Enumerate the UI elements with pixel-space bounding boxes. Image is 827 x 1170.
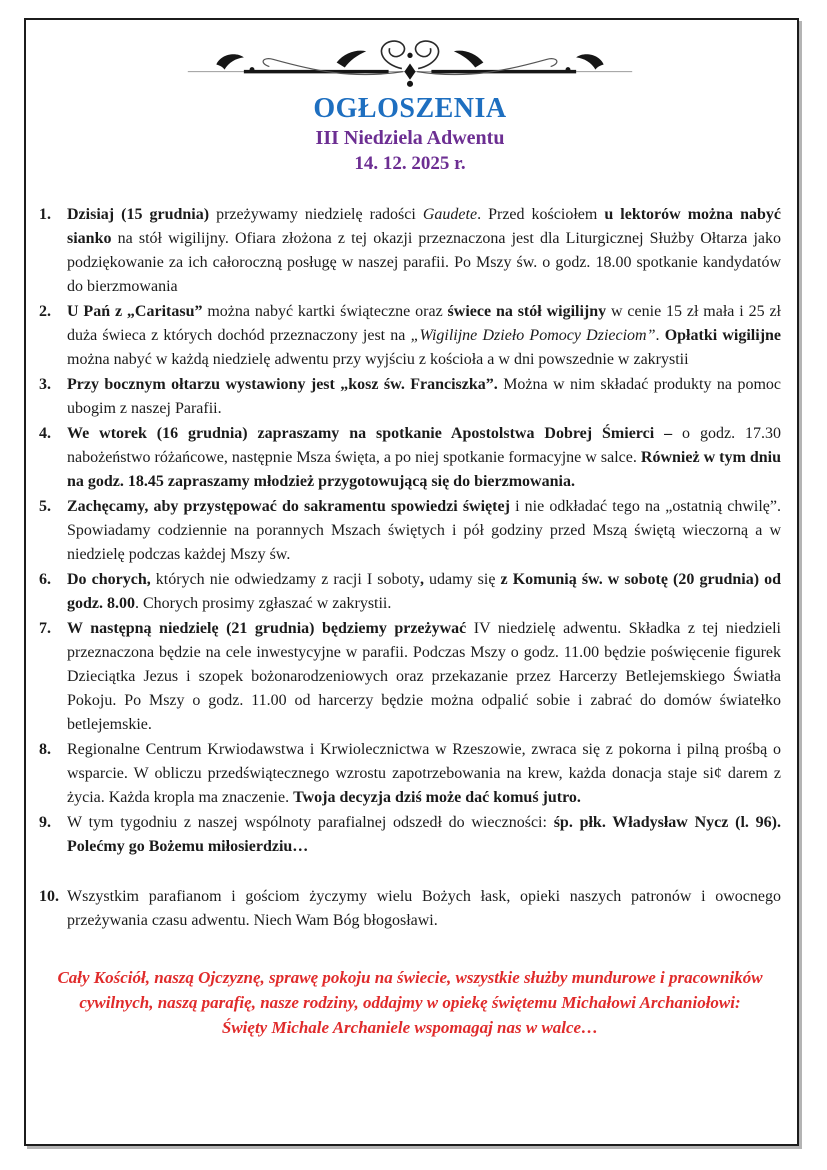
item-number: 4. — [39, 425, 51, 442]
announcement-item — [39, 203, 781, 299]
text-segment: We wtorek (16 grudnia) zapraszamy na spotkanie Apostolstwa Dobrej Śmierci – — [67, 425, 683, 442]
text-segment: Również w tym dniu na godz. 18.45 zapraszamy młodzież przygotowującą się do bierzmowania. — [67, 449, 781, 490]
text-segment: śp. płk. Władysław Nycz (l. 96). Polećmy go Bożemu miłosierdziu… — [67, 814, 781, 855]
item-number: 10. — [39, 888, 59, 905]
text-segment: z Komunią św. w sobotę (20 grudnia) od godz. 8.00 — [67, 571, 782, 612]
announcement-item — [39, 300, 781, 372]
text-segment: udamy się — [423, 571, 501, 588]
announcement-item — [39, 738, 781, 810]
text-segment: . Przed kościołem — [477, 206, 605, 223]
text-segment: Dzisiaj (15 grudnia) — [67, 206, 217, 223]
text-segment: u lektorów można nabyć sianko — [67, 206, 781, 247]
item-number: 3. — [39, 376, 51, 393]
text-segment: można nabyć w każdą niedzielę adwentu przy wyjściu z kościoła a w dni powszednie w zakrystii — [67, 351, 689, 368]
text-segment: Do chorych, — [67, 571, 151, 588]
flourish-divider-icon — [39, 38, 781, 91]
text-segment: można nabyć kartki świąteczne oraz — [207, 303, 448, 320]
text-segment: o godz. 17.30 nabożeństwo różańcowe, następnie Msza święta, a po niej spotkanie formacyjne w salce. — [67, 425, 781, 466]
announcement-item — [39, 422, 781, 494]
text-segment: , — [419, 571, 424, 588]
footer-prayer-invocation: Święty Michale Archaniele wspomagaj nas w walce… — [221, 1018, 599, 1037]
text-segment: Regionalne Centrum Krwiodawstwa i Krwiolecznictwa w Rzeszowie, zwraca się z pokorna i pilną prośbą o wsparcie. W obliczu przedświątecznego wzrostu zapotrzebowania na krew, każda donacja staje si¢ darem z życia. Każda kropla ma znaczenie. — [67, 741, 781, 806]
text-segment: W tym tygodniu z naszej wspólnoty parafialnej odszedł do wieczności: — [67, 814, 554, 831]
text-segment: na stół wigilijny. Ofiara złożona z tej okazji przeznaczona jest dla Liturgicznej Służby Ołtarza jako podziękowanie za ich całoroczną posługę w naszej parafii. Po Mszy św. o godz. 18.00 spotkanie kandydatów do bierzmowania — [67, 230, 781, 295]
text-segment: Zachęcamy, aby przystępować do sakramentu spowiedzi świętej — [67, 498, 516, 515]
text-segment: i nie odkładać tego na „ostatnią chwilę”. Spowiadamy codziennie na porannych Mszach świętych i pół godziny przed Mszą świętą wieczorną a w niedzielę podczas każdej Mszy św. — [67, 498, 782, 563]
text-segment: IV niedzielę adwentu. Składka z tej niedzieli przeznaczona będzie na cele inwestycyjne w parafii. Podczas Mszy o godz. 11.00 będzie poświęcenie figurek Dzieciątka Jezus i szopek bożonarodzeniowych oraz przekazanie przez Harcerzy Betlejemskiego Światła Pokoju. Po Mszy o godz. 11.00 od harcerzy będzie można odpalić sobie i zabrać do domów światełko betlejemskie. — [67, 620, 781, 733]
announcement-item — [39, 495, 781, 567]
item-number: 2. — [39, 303, 51, 320]
page-date: 14. 12. 2025 r. — [354, 153, 466, 174]
announcement-item — [39, 617, 781, 737]
text-segment: . — [655, 327, 665, 344]
text-segment: W następną niedzielę (21 grudnia) będziemy przeżywać — [67, 620, 474, 637]
page-title: OGŁOSZENIA — [313, 93, 507, 124]
item-number: 9. — [39, 814, 51, 831]
footer-prayer-intro: Cały Kościół, naszą Ojczyznę, sprawę pokoju na świecie, wszystkie służby mundurowe i pracowników cywilnych, naszą parafię, nasze rodziny, oddajmy w opiekę świętemu Michałowi Archaniołowi: — [57, 968, 763, 1012]
text-segment: „Wigilijne Dzieło Pomocy Dzieciom” — [410, 327, 656, 344]
announcement-item — [39, 373, 781, 421]
item-number: 7. — [39, 620, 51, 637]
text-segment: U Pań z „Caritasu” — [67, 303, 208, 320]
text-segment: . Chorych prosimy zgłaszać w zakrystii. — [135, 595, 392, 612]
page-border-frame — [24, 18, 799, 1146]
announcement-item — [39, 885, 781, 933]
item-number: 1. — [39, 206, 51, 223]
text-segment: Przy bocznym ołtarzu wystawiony jest „kosz św. Franciszka”. — [67, 376, 504, 393]
announcement-item — [39, 811, 781, 859]
text-segment: Gaudete — [422, 206, 478, 223]
text-segment: Można w nim składać produkty na pomoc ubogim z naszej Parafii. — [67, 376, 781, 417]
text-segment: których nie odwiedzamy z racji I soboty — [150, 571, 420, 588]
announcement-item — [39, 568, 781, 616]
announcements-list — [39, 203, 781, 933]
text-segment: Opłatki wigilijne — [664, 327, 782, 344]
page-subtitle: III Niedziela Adwentu — [315, 127, 505, 149]
text-segment: przeżywamy niedzielę radości — [216, 206, 423, 223]
text-segment: Wszystkim parafianom i gościom życzymy wielu Bożych łask, opieki naszych patronów i owocnego przeżywania czasu adwentu. Niech Wam Bóg błogosławi. — [67, 888, 781, 929]
item-number: 5. — [39, 498, 51, 515]
item-number: 8. — [39, 741, 51, 758]
text-segment: świece na stół wigilijny — [447, 303, 607, 320]
footer-prayer-block — [39, 965, 781, 1040]
text-segment: w cenie 15 zł mała i 25 zł duża świeca z których dochód przeznaczony jest na — [67, 303, 781, 344]
text-segment: Twoja decyzja dziś może dać komuś jutro. — [293, 789, 581, 806]
item-number: 6. — [39, 571, 51, 588]
